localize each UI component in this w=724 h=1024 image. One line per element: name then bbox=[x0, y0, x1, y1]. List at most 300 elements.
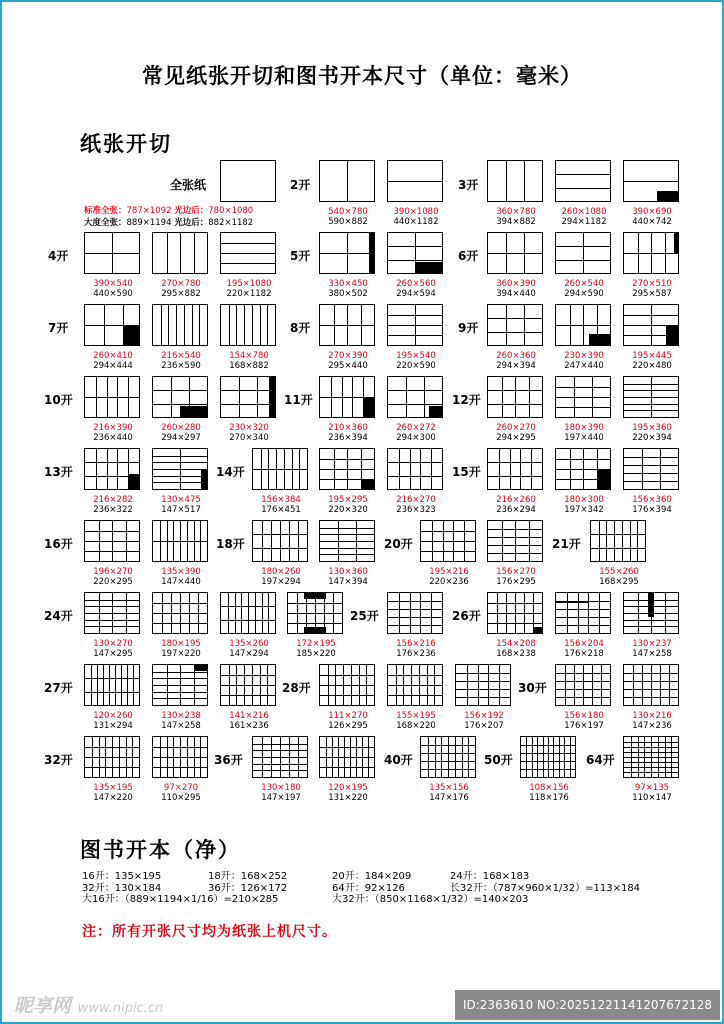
cut-line-vertical bbox=[176, 305, 177, 345]
cut-line-vertical bbox=[488, 665, 489, 705]
sheet-size: 220×1182 bbox=[226, 289, 272, 299]
cut-diagram bbox=[555, 592, 611, 659]
cut-line-vertical bbox=[660, 665, 661, 705]
cut-line-horizontal bbox=[421, 541, 475, 542]
cut-line-vertical bbox=[161, 305, 162, 345]
cut-line-horizontal bbox=[153, 623, 207, 624]
paper-sheet bbox=[152, 304, 208, 346]
cut-line-vertical bbox=[601, 665, 602, 705]
cut-diagram bbox=[220, 592, 276, 659]
paper-sheet bbox=[84, 232, 140, 274]
trimmed-size: 135×260 bbox=[229, 639, 269, 649]
cut-diagram bbox=[555, 376, 611, 443]
cut-line-vertical bbox=[289, 521, 290, 561]
cut-line-vertical bbox=[268, 593, 269, 633]
paper-sheet bbox=[555, 160, 611, 202]
cut-line-vertical bbox=[526, 737, 527, 777]
trimmed-size: 130×180 bbox=[261, 783, 301, 793]
cut-diagram bbox=[487, 520, 543, 587]
cut-line-vertical bbox=[633, 665, 634, 705]
cut-line-vertical bbox=[606, 521, 607, 561]
cut-line-vertical bbox=[614, 521, 615, 561]
group-label: 15开 bbox=[452, 465, 481, 479]
sheet-size: 236×440 bbox=[93, 433, 133, 443]
cut-diagram bbox=[152, 376, 208, 443]
paper-sheet bbox=[520, 736, 576, 778]
sheet-size: 131×220 bbox=[328, 793, 368, 803]
paper-sheet bbox=[287, 592, 343, 634]
trimmed-size: 260×360 bbox=[496, 351, 536, 361]
cut-line-horizontal bbox=[624, 481, 678, 482]
trimmed-size: 195×360 bbox=[632, 423, 672, 433]
sheet-size: 220×394 bbox=[632, 433, 672, 443]
cut-line-vertical bbox=[184, 305, 185, 345]
cut-diagram bbox=[455, 664, 511, 731]
cut-line-vertical bbox=[410, 449, 411, 489]
cut-line-horizontal bbox=[320, 541, 374, 542]
cut-line-horizontal bbox=[388, 404, 442, 405]
paper-sheet bbox=[220, 592, 276, 634]
cut-line-vertical bbox=[553, 737, 554, 777]
cut-line-horizontal bbox=[488, 253, 542, 254]
trim-waste-block bbox=[304, 627, 326, 633]
sheet-size: 440×1182 bbox=[393, 217, 439, 227]
cut-line-horizontal bbox=[624, 181, 678, 182]
cut-line-horizontal bbox=[624, 757, 678, 758]
cut-line-horizontal bbox=[153, 404, 207, 405]
sheet-size: 147×197 bbox=[261, 793, 301, 803]
cut-line-vertical bbox=[564, 737, 565, 777]
paper-sheet bbox=[623, 160, 679, 202]
trim-waste-block bbox=[129, 474, 139, 489]
sheet-size: 220×590 bbox=[396, 361, 436, 371]
sheet-size: 236×323 bbox=[396, 505, 436, 515]
cut-line-horizontal bbox=[488, 332, 542, 333]
cut-line-horizontal bbox=[320, 767, 374, 768]
cut-line-horizontal bbox=[624, 384, 678, 385]
paper-sheet bbox=[220, 232, 276, 274]
cut-diagram bbox=[152, 592, 208, 659]
trimmed-size: 180×195 bbox=[161, 639, 201, 649]
cut-line-horizontal bbox=[421, 769, 475, 770]
cut-line-horizontal bbox=[488, 462, 542, 463]
cut-diagram bbox=[420, 736, 476, 803]
cut-line-horizontal bbox=[456, 673, 510, 674]
cut-line-horizontal bbox=[624, 390, 678, 391]
cut-line-horizontal bbox=[85, 692, 139, 693]
cut-line-vertical bbox=[502, 377, 503, 417]
cut-line-horizontal bbox=[421, 531, 475, 532]
cut-line-horizontal bbox=[253, 534, 307, 535]
cut-line-horizontal bbox=[624, 397, 678, 398]
trimmed-size: 260×1080 bbox=[561, 207, 607, 217]
cut-line-horizontal bbox=[388, 625, 442, 626]
trimmed-size: 195×295 bbox=[328, 495, 368, 505]
cut-diagram bbox=[252, 736, 308, 803]
cut-diagram bbox=[152, 736, 208, 803]
cut-diagram bbox=[387, 304, 443, 371]
paper-sheet bbox=[387, 376, 443, 418]
sheet-size: 168×238 bbox=[496, 649, 536, 659]
trimmed-size: 230×390 bbox=[564, 351, 604, 361]
paper-sheet bbox=[487, 520, 543, 562]
cut-line-horizontal bbox=[153, 747, 207, 748]
cut-line-horizontal bbox=[624, 762, 678, 763]
cut-line-horizontal bbox=[153, 603, 207, 604]
cut-diagram bbox=[152, 232, 208, 299]
cut-line-horizontal bbox=[288, 603, 342, 604]
group-label: 30开 bbox=[518, 681, 547, 695]
cut-line-horizontal bbox=[591, 548, 645, 549]
paper-sheet bbox=[152, 592, 208, 634]
sheet-size: 294×295 bbox=[496, 433, 536, 443]
cut-diagram bbox=[555, 664, 611, 731]
cut-diagram bbox=[220, 304, 276, 371]
cut-line-horizontal bbox=[624, 772, 678, 773]
cut-line-vertical bbox=[548, 737, 549, 777]
cut-line-vertical bbox=[133, 665, 134, 705]
cut-line-horizontal bbox=[556, 325, 610, 326]
sheet-size: 197×294 bbox=[261, 577, 301, 587]
cut-diagram bbox=[487, 304, 543, 371]
group-label: 10开 bbox=[44, 393, 73, 407]
cut-line-vertical bbox=[583, 233, 584, 273]
sheet-size: 295×882 bbox=[161, 289, 201, 299]
trimmed-size: 172×195 bbox=[296, 639, 336, 649]
cut-line-vertical bbox=[91, 665, 92, 705]
cut-line-horizontal bbox=[388, 675, 442, 676]
paper-sheet bbox=[319, 448, 375, 490]
cut-line-vertical bbox=[524, 305, 525, 345]
trimmed-size: 270×510 bbox=[632, 279, 672, 289]
cut-line-horizontal bbox=[488, 613, 542, 614]
trimmed-size: 97×270 bbox=[163, 783, 199, 793]
trim-waste-block bbox=[429, 406, 443, 417]
watermark: 昵享网 www.nipic.cn bbox=[14, 995, 164, 1017]
cut-diagram bbox=[420, 520, 476, 587]
sheet-size: 236×590 bbox=[161, 361, 201, 371]
cut-line-horizontal bbox=[624, 742, 678, 743]
cut-diagram bbox=[387, 160, 443, 227]
trimmed-size: 154×780 bbox=[229, 351, 269, 361]
trim-waste-block bbox=[123, 325, 139, 345]
sheet-size: 176×236 bbox=[396, 649, 436, 659]
cut-line-horizontal bbox=[521, 769, 575, 770]
trimmed-size: 360×390 bbox=[496, 279, 536, 289]
sheet-size: 295×440 bbox=[328, 361, 368, 371]
cut-line-horizontal bbox=[521, 745, 575, 746]
paper-sheet bbox=[623, 592, 679, 634]
cut-diagram bbox=[84, 664, 140, 731]
cut-line-horizontal bbox=[624, 697, 678, 698]
book-size: 大32开：（850×1168×1/32）=140×203 bbox=[332, 894, 529, 905]
cut-line-horizontal bbox=[221, 675, 275, 676]
cut-line-horizontal bbox=[153, 692, 207, 693]
trimmed-size: 156×384 bbox=[261, 495, 301, 505]
cut-line-horizontal bbox=[488, 553, 542, 554]
trimmed-size: 216×282 bbox=[93, 495, 133, 505]
cut-line-horizontal bbox=[320, 253, 374, 254]
paper-sheet bbox=[387, 304, 443, 346]
paper-sheet bbox=[152, 448, 208, 490]
cut-line-vertical bbox=[236, 305, 237, 345]
cut-line-vertical bbox=[531, 449, 532, 489]
cut-line-horizontal bbox=[624, 689, 678, 690]
cut-line-horizontal bbox=[591, 534, 645, 535]
cut-line-vertical bbox=[642, 449, 643, 489]
cut-line-horizontal bbox=[388, 609, 442, 610]
cut-line-horizontal bbox=[221, 404, 275, 405]
cut-diagram bbox=[590, 520, 646, 587]
cut-line-vertical bbox=[583, 665, 584, 705]
sheet-size: 220×320 bbox=[328, 505, 368, 515]
trimmed-size: 120×195 bbox=[328, 783, 368, 793]
cut-line-vertical bbox=[127, 665, 128, 705]
paper-sheet bbox=[487, 448, 543, 490]
sheet-size: 294×1182 bbox=[561, 217, 607, 227]
cut-line-vertical bbox=[107, 449, 108, 489]
cut-line-horizontal bbox=[153, 462, 207, 463]
cut-line-horizontal bbox=[320, 548, 374, 549]
paper-sheet bbox=[487, 592, 543, 634]
trimmed-size: 330×450 bbox=[328, 279, 368, 289]
cut-line-horizontal bbox=[556, 673, 610, 674]
group-label: 12开 bbox=[452, 393, 481, 407]
cut-line-horizontal bbox=[153, 469, 207, 470]
cut-line-horizontal bbox=[85, 600, 139, 601]
cut-line-vertical bbox=[520, 449, 521, 489]
sheet-size: 394×882 bbox=[496, 217, 536, 227]
cut-line-vertical bbox=[117, 449, 118, 489]
paper-sheet bbox=[252, 520, 308, 562]
cut-diagram bbox=[152, 304, 208, 371]
cut-line-horizontal bbox=[556, 617, 610, 618]
trim-waste-block bbox=[666, 325, 678, 345]
cut-diagram bbox=[487, 376, 543, 443]
sheet-size: 176×451 bbox=[261, 505, 301, 515]
cut-line-horizontal bbox=[556, 397, 610, 398]
cut-line-vertical bbox=[194, 233, 195, 273]
cut-line-vertical bbox=[448, 737, 449, 777]
sheet-size: 176×394 bbox=[632, 505, 672, 515]
cut-diagram bbox=[623, 376, 679, 443]
cut-line-horizontal bbox=[488, 404, 542, 405]
trimmed-size: 156×216 bbox=[396, 639, 436, 649]
group-label: 7开 bbox=[48, 321, 69, 335]
trim-waste-block bbox=[269, 377, 275, 417]
trimmed-size: 260×280 bbox=[161, 423, 201, 433]
cut-line-vertical bbox=[599, 521, 600, 561]
cut-diagram bbox=[487, 592, 543, 659]
cut-line-horizontal bbox=[85, 531, 139, 532]
trimmed-size: 180×390 bbox=[564, 423, 604, 433]
cut-diagram bbox=[84, 232, 140, 299]
cut-line-horizontal bbox=[556, 689, 610, 690]
group-label: 13开 bbox=[44, 465, 73, 479]
full-sheet-caption: 标准全张：787×1092 光边后：780×1080 大度全张：889×1194 光边后：882×1182 bbox=[84, 206, 254, 228]
cut-diagram bbox=[387, 376, 443, 443]
cut-line-horizontal bbox=[388, 260, 442, 261]
cut-line-horizontal bbox=[421, 551, 475, 552]
cut-diagram bbox=[623, 448, 679, 515]
cut-line-horizontal bbox=[320, 747, 374, 748]
cut-diagram bbox=[623, 664, 679, 731]
trimmed-size: 195×1080 bbox=[226, 279, 272, 289]
cut-line-vertical bbox=[502, 521, 503, 561]
cut-line-vertical bbox=[506, 161, 507, 201]
cut-line-horizontal bbox=[320, 554, 374, 555]
full-sheet-diagram bbox=[220, 160, 276, 202]
section-heading-cut: 纸张开切 bbox=[80, 132, 172, 156]
cut-line-horizontal bbox=[85, 541, 139, 542]
cut-line-horizontal bbox=[521, 761, 575, 762]
paper-sheet bbox=[84, 376, 140, 418]
cut-line-vertical bbox=[499, 665, 500, 705]
sheet-size: 131×294 bbox=[93, 721, 133, 731]
cut-line-vertical bbox=[248, 593, 249, 633]
paper-sheet bbox=[623, 304, 679, 346]
cut-line-horizontal bbox=[388, 476, 442, 477]
cut-diagram bbox=[555, 232, 611, 299]
paper-sheet bbox=[84, 304, 140, 346]
trimmed-size: 260×410 bbox=[93, 351, 133, 361]
trimmed-size: 270×780 bbox=[161, 279, 201, 289]
cut-diagram bbox=[387, 592, 443, 659]
cut-diagram bbox=[84, 520, 140, 587]
cut-line-vertical bbox=[103, 665, 104, 705]
cut-line-horizontal bbox=[153, 476, 207, 477]
trim-waste-block bbox=[657, 191, 678, 201]
cut-line-vertical bbox=[660, 449, 661, 489]
cut-line-horizontal bbox=[556, 697, 610, 698]
cut-diagram bbox=[623, 160, 679, 227]
trimmed-size: 230×320 bbox=[229, 423, 269, 433]
paper-sheet bbox=[152, 376, 208, 418]
cut-line-vertical bbox=[420, 449, 421, 489]
group-label: 5开 bbox=[290, 249, 311, 263]
cut-line-vertical bbox=[524, 161, 525, 201]
sheet-size: 147×258 bbox=[632, 649, 672, 659]
paper-sheet bbox=[387, 232, 443, 274]
trimmed-size: 180×300 bbox=[564, 495, 604, 505]
cut-line-vertical bbox=[410, 593, 411, 633]
cut-line-horizontal bbox=[320, 757, 374, 758]
group-label: 32开 bbox=[44, 753, 73, 767]
sheet-size: 220×295 bbox=[93, 577, 133, 587]
cut-line-horizontal bbox=[624, 457, 678, 458]
sheet-size: 440×590 bbox=[93, 289, 133, 299]
cut-line-horizontal bbox=[388, 335, 442, 336]
cut-line-vertical bbox=[192, 305, 193, 345]
paper-sheet bbox=[387, 160, 443, 202]
paper-sheet bbox=[487, 376, 543, 418]
trimmed-size: 120×260 bbox=[93, 711, 133, 721]
cut-diagram bbox=[220, 376, 276, 443]
cut-line-vertical bbox=[167, 233, 168, 273]
sheet-size: 147×176 bbox=[429, 793, 469, 803]
cut-line-horizontal bbox=[388, 695, 442, 696]
cut-line-vertical bbox=[424, 377, 425, 417]
group-label: 28开 bbox=[282, 681, 311, 695]
paper-sheet bbox=[555, 448, 611, 490]
cut-diagram bbox=[387, 664, 443, 731]
cut-line-horizontal bbox=[85, 551, 139, 552]
cut-line-horizontal bbox=[320, 459, 374, 460]
cut-line-horizontal bbox=[320, 528, 374, 529]
cut-diagram bbox=[387, 232, 443, 299]
trimmed-size: 216×540 bbox=[161, 351, 201, 361]
cut-diagram bbox=[555, 448, 611, 515]
trimmed-size: 195×216 bbox=[429, 567, 469, 577]
paper-sheet bbox=[84, 664, 140, 706]
cut-line-vertical bbox=[592, 665, 593, 705]
sheet-size: 236×322 bbox=[93, 505, 133, 515]
cut-line-horizontal bbox=[153, 390, 207, 391]
paper-sheet bbox=[252, 736, 308, 778]
trimmed-size: 130×237 bbox=[632, 639, 672, 649]
cut-line-horizontal bbox=[85, 626, 139, 627]
cut-line-horizontal bbox=[320, 325, 374, 326]
cut-line-horizontal bbox=[488, 529, 542, 530]
cut-line-horizontal bbox=[556, 246, 610, 247]
paper-sheet bbox=[555, 304, 611, 346]
cut-line-horizontal bbox=[388, 181, 442, 182]
group-label: 6开 bbox=[458, 249, 479, 263]
paper-sheet bbox=[152, 736, 208, 778]
paper-sheet bbox=[487, 232, 543, 274]
cut-line-vertical bbox=[468, 737, 469, 777]
cut-line-horizontal bbox=[221, 390, 275, 391]
trimmed-size: 156×360 bbox=[632, 495, 672, 505]
cut-diagram bbox=[319, 520, 375, 587]
cut-line-horizontal bbox=[521, 753, 575, 754]
sheet-size: 295×587 bbox=[632, 289, 672, 299]
cut-line-vertical bbox=[109, 665, 110, 705]
cut-line-horizontal bbox=[85, 613, 139, 614]
cut-line-horizontal bbox=[488, 603, 542, 604]
cut-line-vertical bbox=[543, 737, 544, 777]
cut-line-vertical bbox=[252, 305, 253, 345]
cut-line-horizontal bbox=[624, 626, 678, 627]
book-size: 长32开：（787×960×1/32）=113×184 bbox=[450, 882, 641, 894]
sheet-size: 236×294 bbox=[496, 505, 536, 515]
cut-diagram bbox=[555, 304, 611, 371]
paper-sheet bbox=[319, 304, 375, 346]
cut-diagram bbox=[220, 232, 276, 299]
cut-diagram bbox=[84, 376, 140, 443]
cut-line-horizontal bbox=[153, 541, 207, 542]
group-label: 24开 bbox=[44, 609, 73, 623]
footnote: 注：所有开张尺寸均为纸张上机尺寸。 bbox=[82, 924, 337, 940]
paper-sheet bbox=[152, 664, 208, 706]
group-label: 16开 bbox=[44, 537, 73, 551]
cut-line-horizontal bbox=[624, 620, 678, 621]
cut-line-horizontal bbox=[388, 325, 442, 326]
sheet-size: 236×394 bbox=[328, 433, 368, 443]
trimmed-size: 216×270 bbox=[396, 495, 436, 505]
paper-sheet bbox=[420, 736, 476, 778]
cut-line-horizontal bbox=[221, 620, 275, 621]
trimmed-size: 390×690 bbox=[632, 207, 672, 217]
trimmed-size: 216×260 bbox=[496, 495, 536, 505]
trimmed-size: 360×780 bbox=[496, 207, 536, 217]
sheet-size: 294×394 bbox=[496, 361, 536, 371]
sheet-size: 380×502 bbox=[328, 289, 368, 299]
sheet-size: 197×342 bbox=[564, 505, 604, 515]
cut-line-horizontal bbox=[624, 465, 678, 466]
paper-sheet bbox=[420, 520, 476, 562]
sheet-size: 185×220 bbox=[296, 649, 336, 659]
